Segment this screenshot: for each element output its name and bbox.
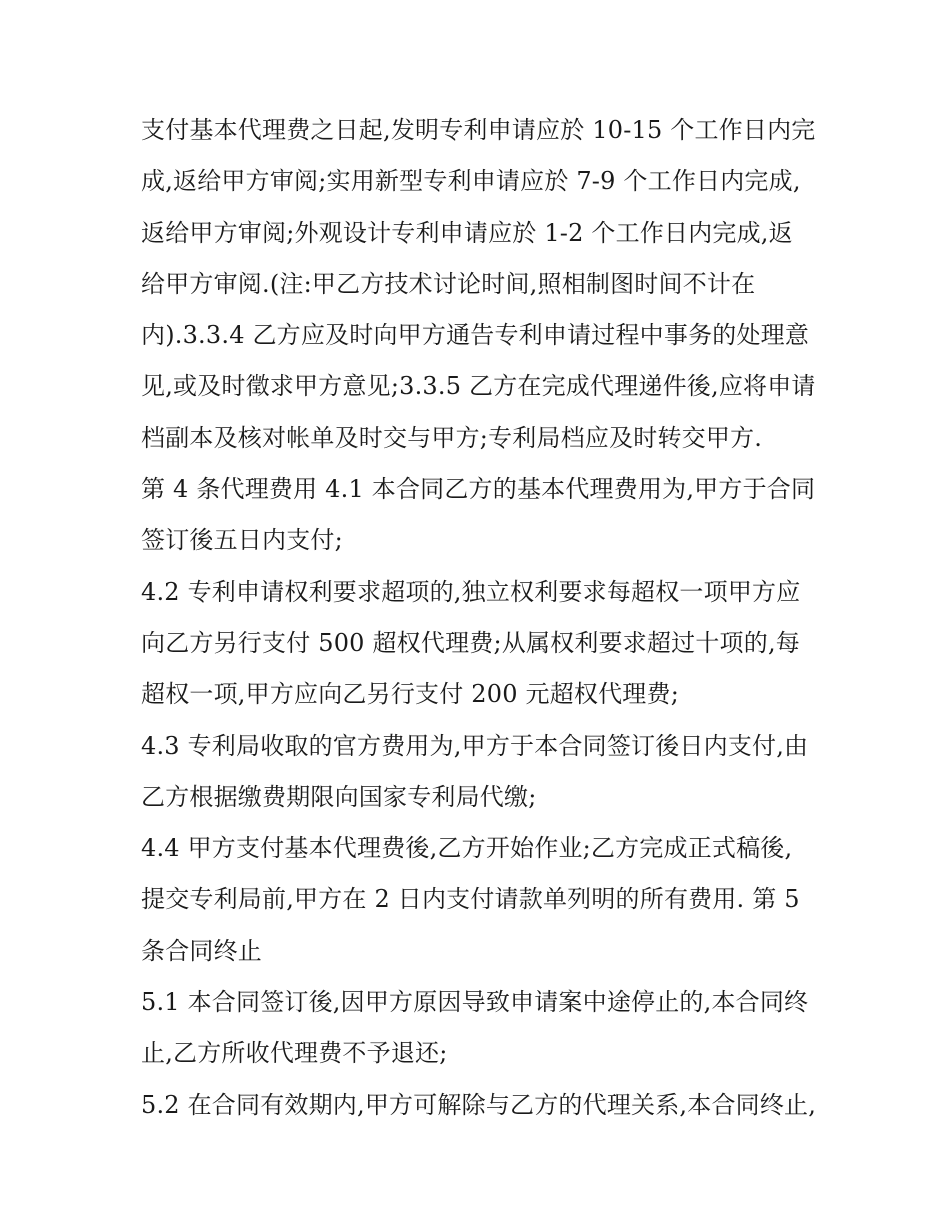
text-line: 向乙方另行支付 500 超权代理费;从属权利要求超过十项的,每 <box>141 628 800 657</box>
text-line: 提交专利局前,甲方在 2 日内支付请款单列明的所有费用. 第 5 <box>141 885 800 914</box>
text-line: 条合同终止 <box>141 936 262 965</box>
contract-text <box>141 108 821 1134</box>
text-line: 5.2 在合同有效期内,甲方可解除与乙方的代理关系,本合同终止, <box>141 1090 817 1119</box>
text-line: 4.4 甲方支付基本代理费後,乙方开始作业;乙方完成正式稿後, <box>141 834 793 863</box>
text-line: 见,或及时徵求甲方意见;3.3.5 乙方在完成代理递件後,应将申请 <box>141 372 816 401</box>
text-line: 止,乙方所收代理费不予退还; <box>141 1039 448 1068</box>
text-line: 成,返给甲方审阅;实用新型专利申请应於 7-9 个工作日内完成, <box>141 167 801 196</box>
text-line: 5.1 本合同签订後,因甲方原因导致申请案中途停止的,本合同终 <box>141 988 809 1017</box>
text-line: 支付基本代理费之日起,发明专利申请应於 10-15 个工作日内完 <box>141 116 816 144</box>
text-line: 超权一项,甲方应向乙另行支付 200 元超权代理费; <box>141 680 679 709</box>
text-line: 4.3 专利局收取的官方费用为,甲方于本合同签订後日内支付,由 <box>141 731 809 760</box>
text-line: 签订後五日内支付; <box>141 526 343 555</box>
text-line: 给甲方审阅.(注:甲乙方技术讨论时间,照相制图时间不计在 <box>141 269 756 298</box>
text-line: 返给甲方审阅;外观设计专利申请应於 1-2 个工作日内完成,返 <box>141 218 793 247</box>
text-line: 乙方根据缴费期限向国家专利局代缴; <box>141 782 537 811</box>
text-line: 档副本及核对帐单及时交与甲方;专利局档应及时转交甲方. <box>141 423 763 452</box>
text-line: 第 4 条代理费用 4.1 本合同乙方的基本代理费用为,甲方于合同 <box>141 475 816 504</box>
text-line: 4.2 专利申请权利要求超项的,独立权利要求每超权一项甲方应 <box>141 577 801 606</box>
text-line: 内).3.3.4 乙方应及时向甲方通告专利申请过程中事务的处理意 <box>141 321 810 350</box>
